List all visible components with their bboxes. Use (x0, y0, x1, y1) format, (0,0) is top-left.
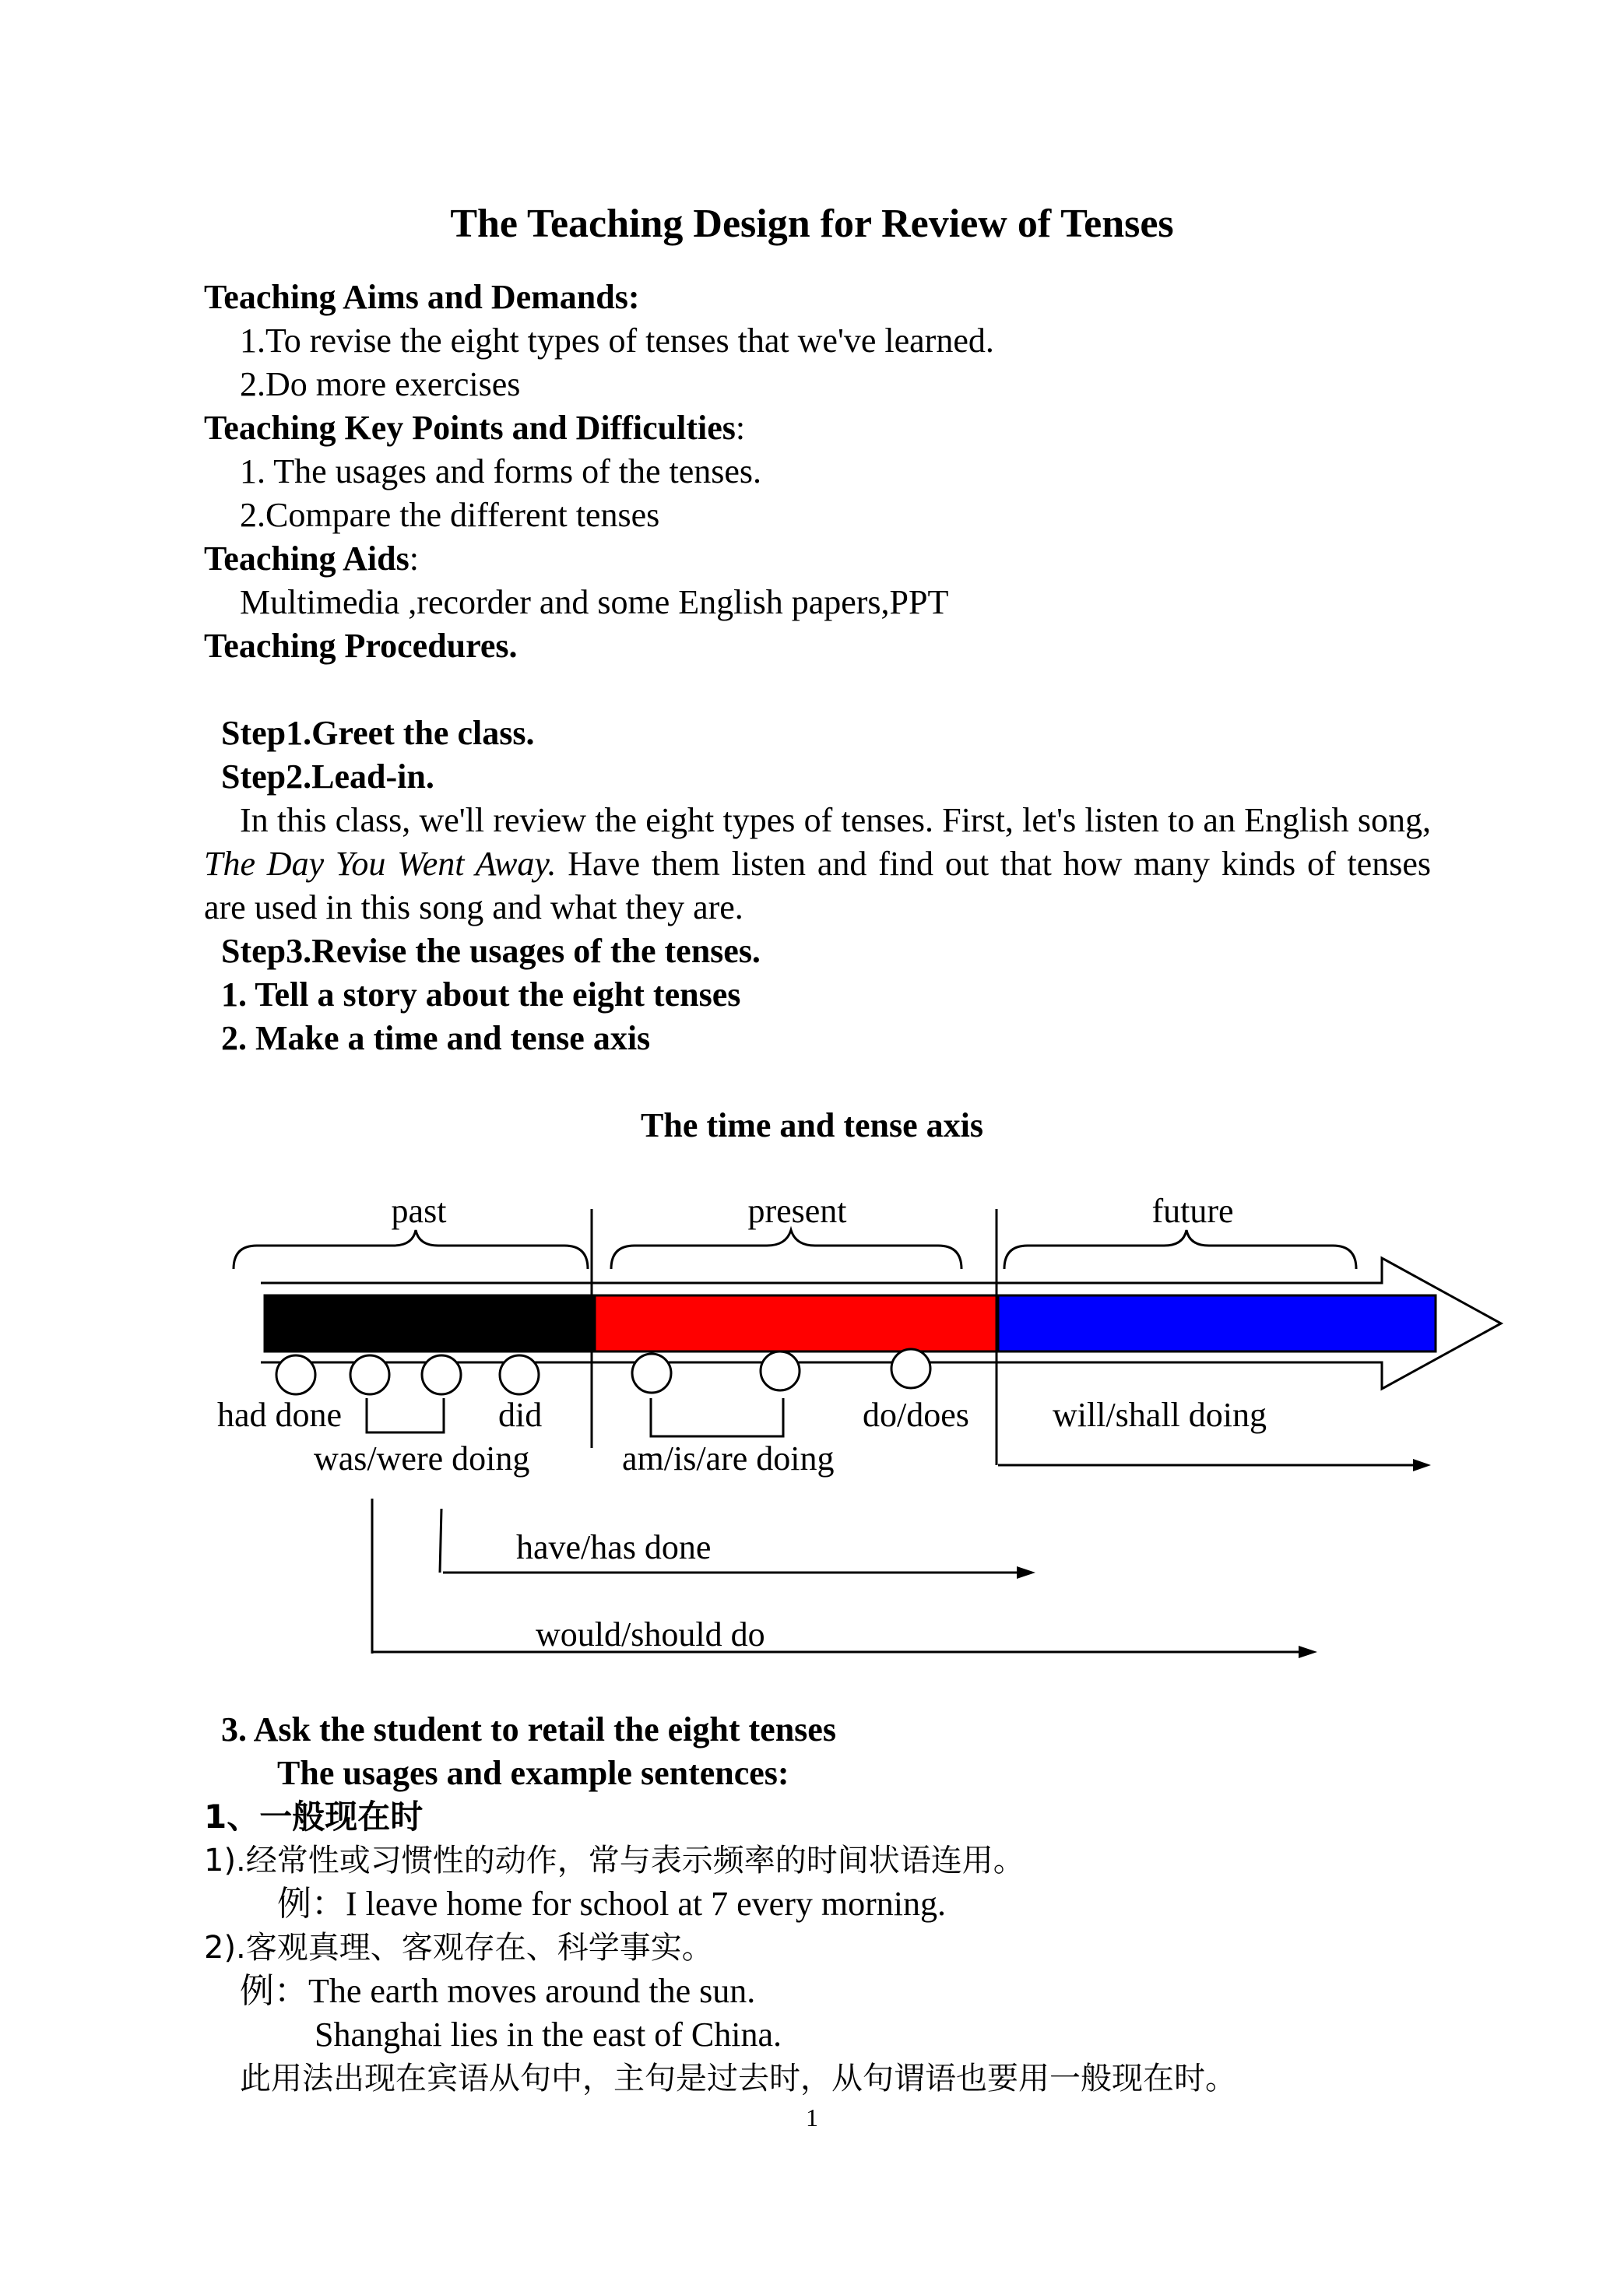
label-future: future (1151, 1192, 1234, 1230)
label-present: present (747, 1192, 847, 1230)
future-arrowhead (1413, 1459, 1431, 1471)
future-brace (1004, 1230, 1356, 1269)
label-past: past (391, 1192, 447, 1230)
marker-past-2 (350, 1355, 389, 1394)
key-points-heading: Teaching Key Points and Difficulties (204, 409, 736, 447)
past-segment (265, 1295, 593, 1351)
step1: Step1.Greet the class. (221, 714, 535, 752)
marker-did (500, 1355, 539, 1394)
step3: Step3.Revise the usages of the tenses. (221, 932, 761, 970)
usage-2-example-2: Shanghai lies in the east of China. (315, 2016, 782, 2054)
procedures-heading: Teaching Procedures. (204, 627, 518, 665)
aims-item-1: 1.To revise the eight types of tenses that we've learned. (240, 322, 994, 360)
label-had-done: had done (217, 1396, 343, 1434)
present-brace (611, 1230, 961, 1269)
label-do-does: do/does (863, 1396, 969, 1434)
have-has-done-arrowhead (1017, 1566, 1035, 1579)
have-has-done-stem (440, 1509, 441, 1573)
marker-do-does (891, 1349, 930, 1388)
step2: Step2.Lead-in. (221, 757, 434, 796)
axis-title-text: The time and tense axis (641, 1106, 983, 1144)
key-points-colon: : (735, 409, 746, 447)
marker-past-3 (422, 1355, 461, 1394)
page-number: 1 (806, 2103, 818, 2132)
label-would-should-do: would/should do (536, 1615, 765, 1654)
label-have-has-done: have/has done (516, 1528, 712, 1566)
lead-in-paragraph (204, 799, 1431, 930)
am-is-are-doing-bracket (651, 1398, 783, 1436)
step3-item-2: 2. Make a time and tense axis (221, 1019, 651, 1057)
aids-heading-line (204, 537, 419, 581)
usage-1-example: 例：I leave home for school at 7 every morning. (277, 1885, 946, 1923)
section1-heading: 1、一般现在时 (204, 1798, 424, 1836)
would-should-do-arrowhead (1299, 1646, 1317, 1658)
aims-heading: Teaching Aims and Demands: (204, 278, 640, 316)
was-were-doing-bracket (367, 1398, 444, 1432)
usages-heading: The usages and example sentences: (277, 1754, 789, 1792)
item-3: 3. Ask the student to retail the eight tenses (221, 1710, 836, 1748)
song-title: The Day You Went Away. (204, 845, 557, 883)
aims-item-2: 2.Do more exercises (240, 365, 521, 403)
usage-note: 此用法出现在宾语从句中，主句是过去时，从句谓语也要用一般现在时。 (240, 2061, 1236, 2096)
marker-present-2 (761, 1351, 800, 1390)
label-will-shall-doing: will/shall doing (1053, 1396, 1267, 1434)
usage-2: 2).客观真理、客观存在、科学事实。 (204, 1930, 713, 1966)
aids-text: Multimedia ,recorder and some English papers,PPT (240, 583, 949, 621)
axis-title (0, 1104, 1624, 1148)
label-did: did (498, 1396, 543, 1434)
lead-in-part1: In this class, we'll review the eight types of tenses. First, let's listen to an English song, (240, 801, 1431, 839)
key-points-heading-line (204, 406, 745, 450)
usage-2-example-1: 例：The earth moves around the sun. (240, 1972, 756, 2010)
marker-present-1 (632, 1354, 671, 1393)
future-segment (998, 1295, 1436, 1351)
tense-axis-diagram (0, 1183, 1624, 1682)
label-am-is-are-doing: am/is/are doing (622, 1439, 835, 1478)
key-points-item-1: 1. The usages and forms of the tenses. (240, 452, 762, 490)
aids-colon: : (409, 539, 419, 578)
marker-had-done (276, 1355, 315, 1394)
present-segment (595, 1295, 997, 1351)
aids-heading: Teaching Aids (204, 539, 410, 578)
label-was-were-doing: was/were doing (314, 1439, 530, 1478)
lead-in-part2: Have them listen and find out that how many kinds of tenses are used in this song and what they are. (204, 845, 1431, 926)
past-brace (234, 1230, 588, 1269)
key-points-item-2: 2.Compare the different tenses (240, 496, 660, 534)
page-title: The Teaching Design for Review of Tenses (450, 202, 1174, 246)
usage-1: 1).经常性或习惯性的动作，常与表示频率的时间状语连用。 (204, 1843, 1025, 1879)
step3-item-1: 1. Tell a story about the eight tenses (221, 975, 741, 1014)
